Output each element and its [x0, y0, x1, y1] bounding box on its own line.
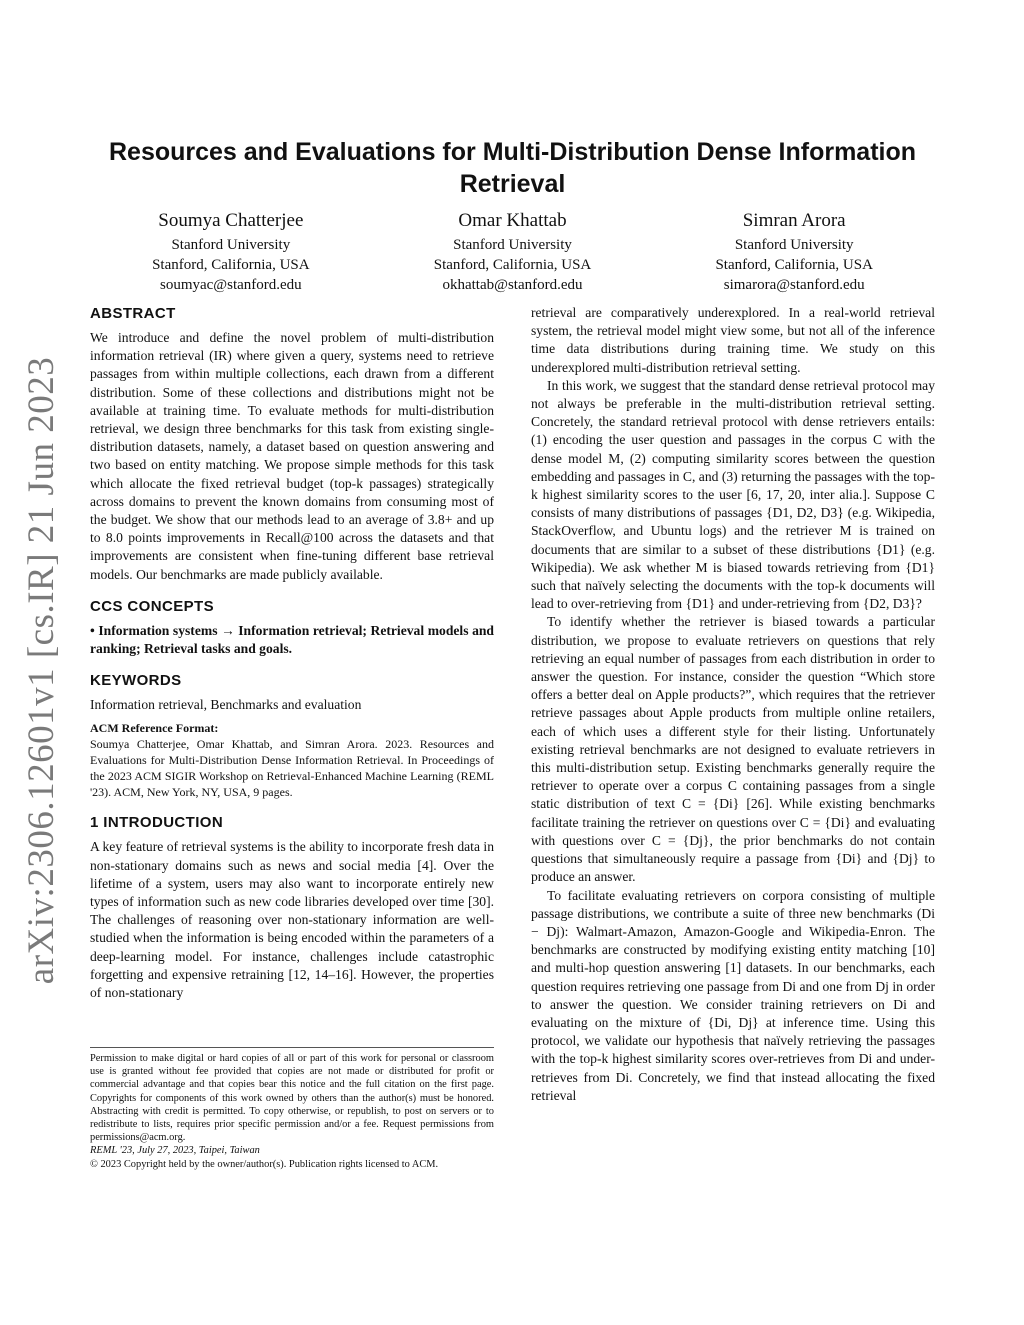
keywords-heading: KEYWORDS [90, 672, 182, 690]
author-location: Stanford, California, USA [152, 257, 310, 273]
author-name: Omar Khattab [458, 210, 567, 231]
author-2 [372, 209, 654, 295]
arxiv-id: arXiv:2306.12601v1 [cs.IR] 21 Jun 2023 [21, 356, 63, 984]
author-name: Soumya Chatterjee [158, 210, 304, 231]
author-email: okhattab@stanford.edu [442, 277, 583, 293]
acm-reference-heading: ACM Reference Format: [90, 721, 219, 736]
author-affiliation: Stanford University [171, 237, 291, 253]
author-location: Stanford, California, USA [715, 257, 873, 273]
copyright-text: © 2023 Copyright held by the owner/author(s). Publication rights licensed to ACM. [90, 1158, 439, 1170]
author-email: simarora@stanford.edu [723, 277, 865, 293]
paper-title: Resources and Evaluations for Multi-Distribution Dense Information Retrieval [108, 138, 917, 198]
body-paragraph-2: In this work, we suggest that the standard dense retrieval protocol may not always be preferable in the multi-distribution retrieval setting. Concretely, the standard retrieval protocol with dense retrievers entails: (1) encoding the user question and passages in the corpus C with the dense model M, (2) computing similarity scores between the question embedding and passages in C, and (3) returning the passages with the top-k highest similarity scores to the user [6, 17, 20, inter alia.]. Suppose C consists of many distributions of passages {D1, D2, D3} (e.g. Wikipedia, StackOverflow, and Ubuntu logs) and the retriever M is trained on documents that are similar to a subset of these distributions {D1} (e.g. Wikipedia). We ask whether M is biased towards retrieving from {D1} such that naïvely selecting the documents with the top-k documents will lead to over-retrieving from {D1} and under-retrieving from {D2, D3}? [531, 377, 935, 612]
introduction-paragraph-1: A key feature of retrieval systems is the ability to incorporate fresh data in non-stationary domains such as news and social media [4]. Over the lifetime of a system, users may also want to incorporate entirely new types of information such as new code libraries developed over time [30]. The challenges of reasoning over non-stationary information are well-studied when the information is being encoded within the parameters of a deep-learning model. For instance, challenges include catastrophic forgetting and expensive retraining [12, 14–16]. However, the properties of non-stationary [90, 839, 494, 1001]
keywords-text: Information retrieval, Benchmarks and evaluation [90, 697, 362, 713]
abstract-text: We introduce and define the novel problem of multi-distribution information retrieval (IR) where given a query, systems need to retrieve passages from within multiple collections, each drawn from a different distribution. Some of these collections and distributions might not be available at training time. To evaluate methods for multi-distribution retrieval, we design three benchmarks for this task from existing single-distribution datasets, namely, a dataset based on question answering and two based on entity matching. We propose simple methods for this task which allocate the fixed retrieval budget (top-k passages) strategically across domains to prevent the known domains from consuming most of the budget. We show that our methods lead to an average of 3.8+ and up to 8.0 points improvements in Recall@100 across the datasets and that improvements are consistent when fine-tuning different base retrieval models. Our benchmarks are made publicly available. [90, 330, 494, 582]
abstract-heading: ABSTRACT [90, 305, 176, 322]
left-column [90, 304, 494, 1002]
acm-reference-text: Soumya Chatterjee, Omar Khattab, and Simran Arora. 2023. Resources and Evaluations for Multi-Distribution Dense Information Retrieval. In Proceedings of the 2023 ACM SIGIR Workshop on Retrieval-Enhanced Machine Learning (REML '23). ACM, New York, NY, USA, 9 pages. [90, 737, 494, 800]
permission-text: Permission to make digital or hard copies of all or part of this work for personal or classroom use is granted without fee provided that copies are not made or distributed for profit or commercial advantage and that copies bear this notice and the full citation on the first page. Copyrights for components of this work owned by others than the author(s) must be honored. Abstracting with credit is permitted. To copy otherwise, or republish, to post on servers or to redistribute to lists, requires prior specific permission and/or a fee. Request permissions from permissions@acm.org. [90, 1053, 494, 1144]
author-affiliation: Stanford University [453, 237, 572, 253]
author-block [90, 209, 935, 295]
introduction-heading: 1 INTRODUCTION [90, 814, 224, 832]
author-affiliation: Stanford University [734, 237, 854, 253]
right-column [531, 304, 935, 1105]
permission-footnote [90, 1047, 494, 1171]
author-email: soumyac@stanford.edu [159, 277, 302, 293]
author-3 [653, 209, 935, 295]
arxiv-sidebar [8, 356, 76, 984]
ccs-heading: CCS CONCEPTS [90, 597, 214, 615]
author-1 [90, 209, 372, 295]
venue-text: REML '23, July 27, 2023, Taipei, Taiwan [90, 1145, 260, 1157]
ccs-text: • Information systems → Information retrieval; Retrieval models and ranking; Retrieval tasks and goals. [90, 622, 494, 657]
author-name: Simran Arora [742, 210, 846, 231]
body-paragraph-3: To identify whether the retriever is biased towards a particular distribution, we propose to evaluate retrievers on questions that rely retrieving an equal number of passages from each distribution in order to answer the question. For instance, consider the question “Which store offers a better deal on Apple products?”, which requires that the retriever retrieve passages about Apple products from multiple online retailers, each of which uses a different style for their listing. Unfortunately existing retrieval benchmarks are not designed to evaluate retrievers in this multi-distribution setup. Existing benchmarks generally require the retriever to operate over a corpus C containing passages from a single static distribution of text C = {Di} [26]. While existing benchmarks facilitate training the retriever on questions over C = {Di} and evaluating with questions over C = {Dj}, the prior benchmarks do not contain questions that simultaneously require a passage from {Di} and {Dj} to produce an answer. [531, 614, 935, 885]
body-paragraph-1: retrieval are comparatively underexplored. In a real-world retrieval system, the retrieval model might view some, but not all of the inference time data distributions during training time. We study on this underexplored multi-distribution retrieval setting. [531, 305, 935, 375]
author-location: Stanford, California, USA [433, 257, 592, 273]
body-paragraph-4: To facilitate evaluating retrievers on corpora consisting of multiple passage distributions, we contribute a suite of three new benchmarks (Di − Dj): Walmart-Amazon, Amazon-Google and Wikipedia-Enron. The benchmarks are constructed by modifying existing entity matching [10] and multi-hop question answering [1] datasets. In our benchmarks, each question requires retrieving one passage from Di and one from Dj in order to answer the question. We consider training retrievers on Di and evaluating on the mixture of {Di, Dj} at inference time. Using this protocol, we validate our hypothesis that naïvely retrieving the passages with the top-k highest similarity scores over-retrieves from Di and under-retrieves from Di. Concretely, we find that instead allocating the fixed retrieval [531, 887, 935, 1103]
